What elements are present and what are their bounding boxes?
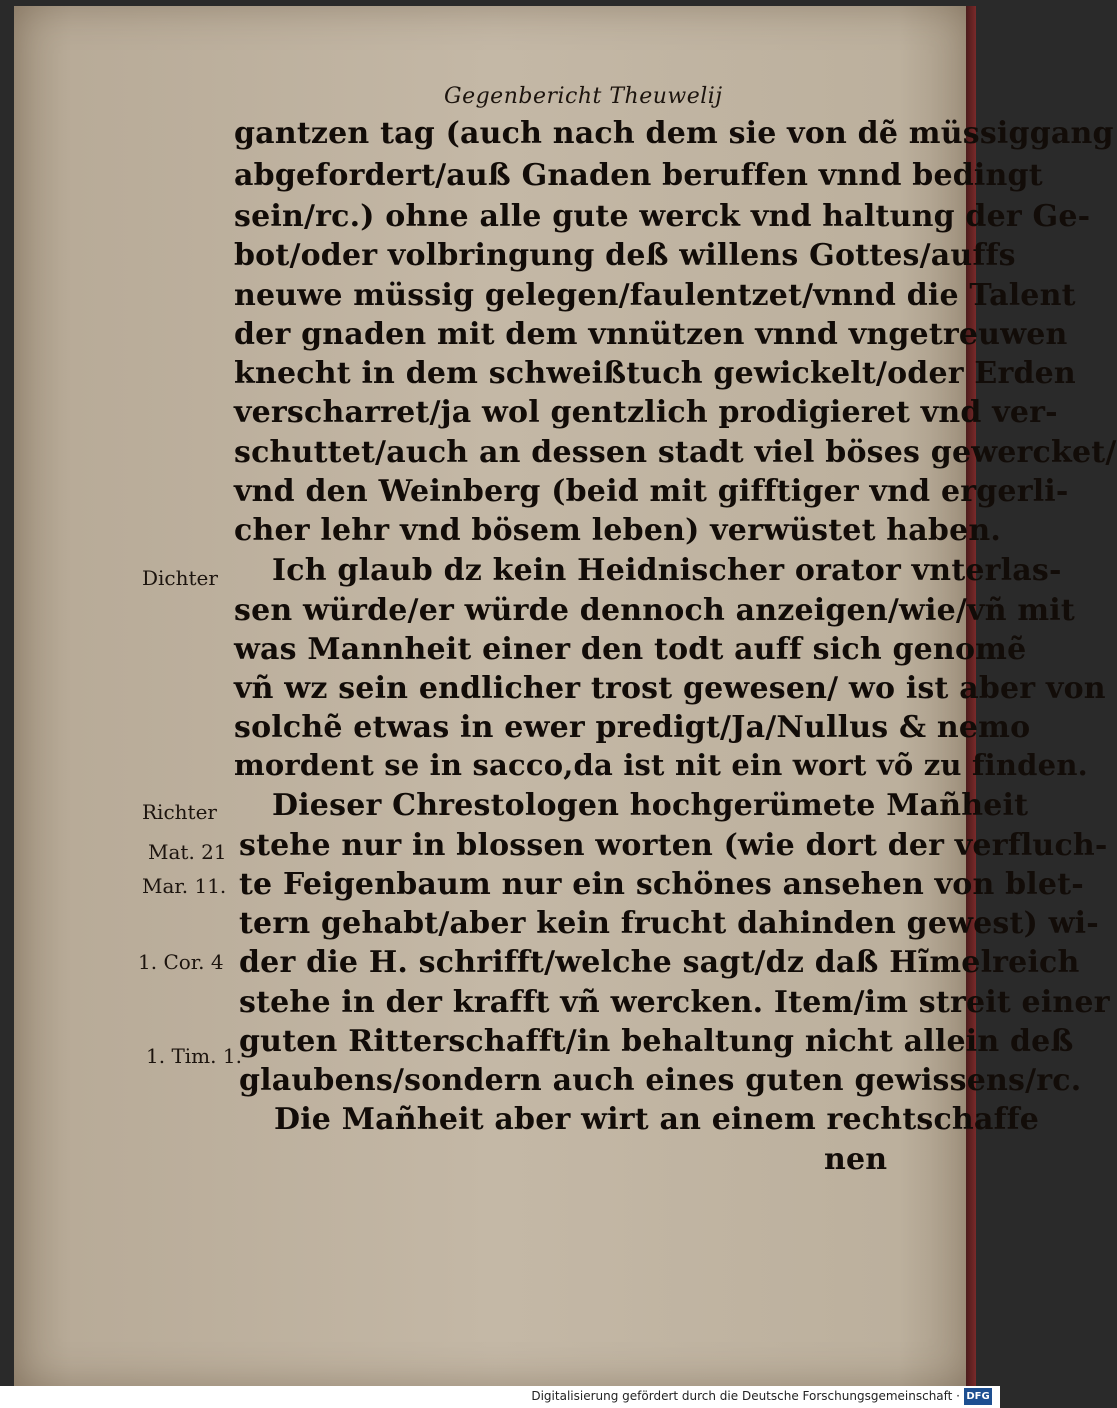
text-line: gantzen tag (auch nach dem sie von dẽ müssiggang [234,116,1114,151]
text-line: Ich glaub dz kein Heidnischer orator vnterlas- [272,553,1062,588]
text-line: schuttet/auch an dessen stadt viel böses gewercket/ [234,435,1117,470]
text-line: solchẽ etwas in ewer predigt/Ja/Nullus & nemo [234,710,1031,745]
text-line: verscharret/ja wol gentzlich prodigieret vnd ver- [234,395,1058,430]
margin-note: Dichter [142,566,218,590]
text-line: der gnaden mit dem vnnützen vnnd vngetreuwen [234,317,1068,352]
margin-note: Mat. 21 [148,840,227,864]
dfg-logo-icon: DFG [964,1388,992,1405]
text-line: knecht in dem schweißtuch gewickelt/oder Erden [234,356,1076,391]
book-page [14,6,1117,1386]
text-line: cher lehr vnd bösem leben) verwüstet haben. [234,513,1002,548]
text-line: Die Mañheit aber wirt an einem rechtschaffe [274,1102,1040,1137]
text-line: neuwe müssig gelegen/faulentzet/vnnd die Talent [234,278,1076,313]
text-line: sen würde/er würde dennoch anzeigen/wie/vñ mit [234,593,1075,628]
text-line: Dieser Chrestologen hochgerümete Mañheit [272,788,1029,823]
text-line: tern gehabt/aber kein frucht dahinden gewest) wi- [239,906,1099,941]
text-line: der die H. schrifft/welche sagt/dz daß Hĩmelreich [239,945,1080,980]
catchword: nen [824,1142,888,1177]
text-line: stehe nur in blossen worten (wie dort der verfluch- [239,828,1108,863]
margin-note: 1. Cor. 4 [138,950,224,974]
text-line: stehe in der krafft vñ wercken. Item/im streit einer [239,985,1110,1020]
text-line: guten Ritterschafft/in behaltung nicht allein deß [239,1024,1074,1059]
text-line: glaubens/sondern auch eines guten gewissens/rc. [239,1063,1082,1098]
running-head: Gegenbericht Theuwelij [444,84,723,109]
text-line: vñ wz sein endlicher trost gewesen/ wo ist aber von [234,671,1106,706]
text-line: was Mannheit einer den todt auff sich genomẽ [234,632,1027,667]
text-line: abgefordert/auß Gnaden beruffen vnnd bedingt [234,158,1043,193]
text-line: vnd den Weinberg (beid mit gifftiger vnd ergerli- [234,474,1069,509]
text-line: bot/oder volbringung deß willens Gottes/auffs [234,238,1016,273]
text-line: sein/rc.) ohne alle gute werck vnd haltung der Ge- [234,199,1091,234]
footer-credit: Digitalisierung gefördert durch die Deutsche Forschungsgemeinschaft · [531,1389,960,1403]
margin-note: 1. Tim. 1. [146,1044,242,1068]
margin-note: Richter [142,800,217,824]
footer-bar [0,1386,1000,1408]
text-line: mordent se in sacco,da ist nit ein wort võ zu finden. [234,748,1088,782]
text-line: te Feigenbaum nur ein schönes ansehen von blet- [239,867,1084,902]
margin-note: Mar. 11. [142,874,227,898]
